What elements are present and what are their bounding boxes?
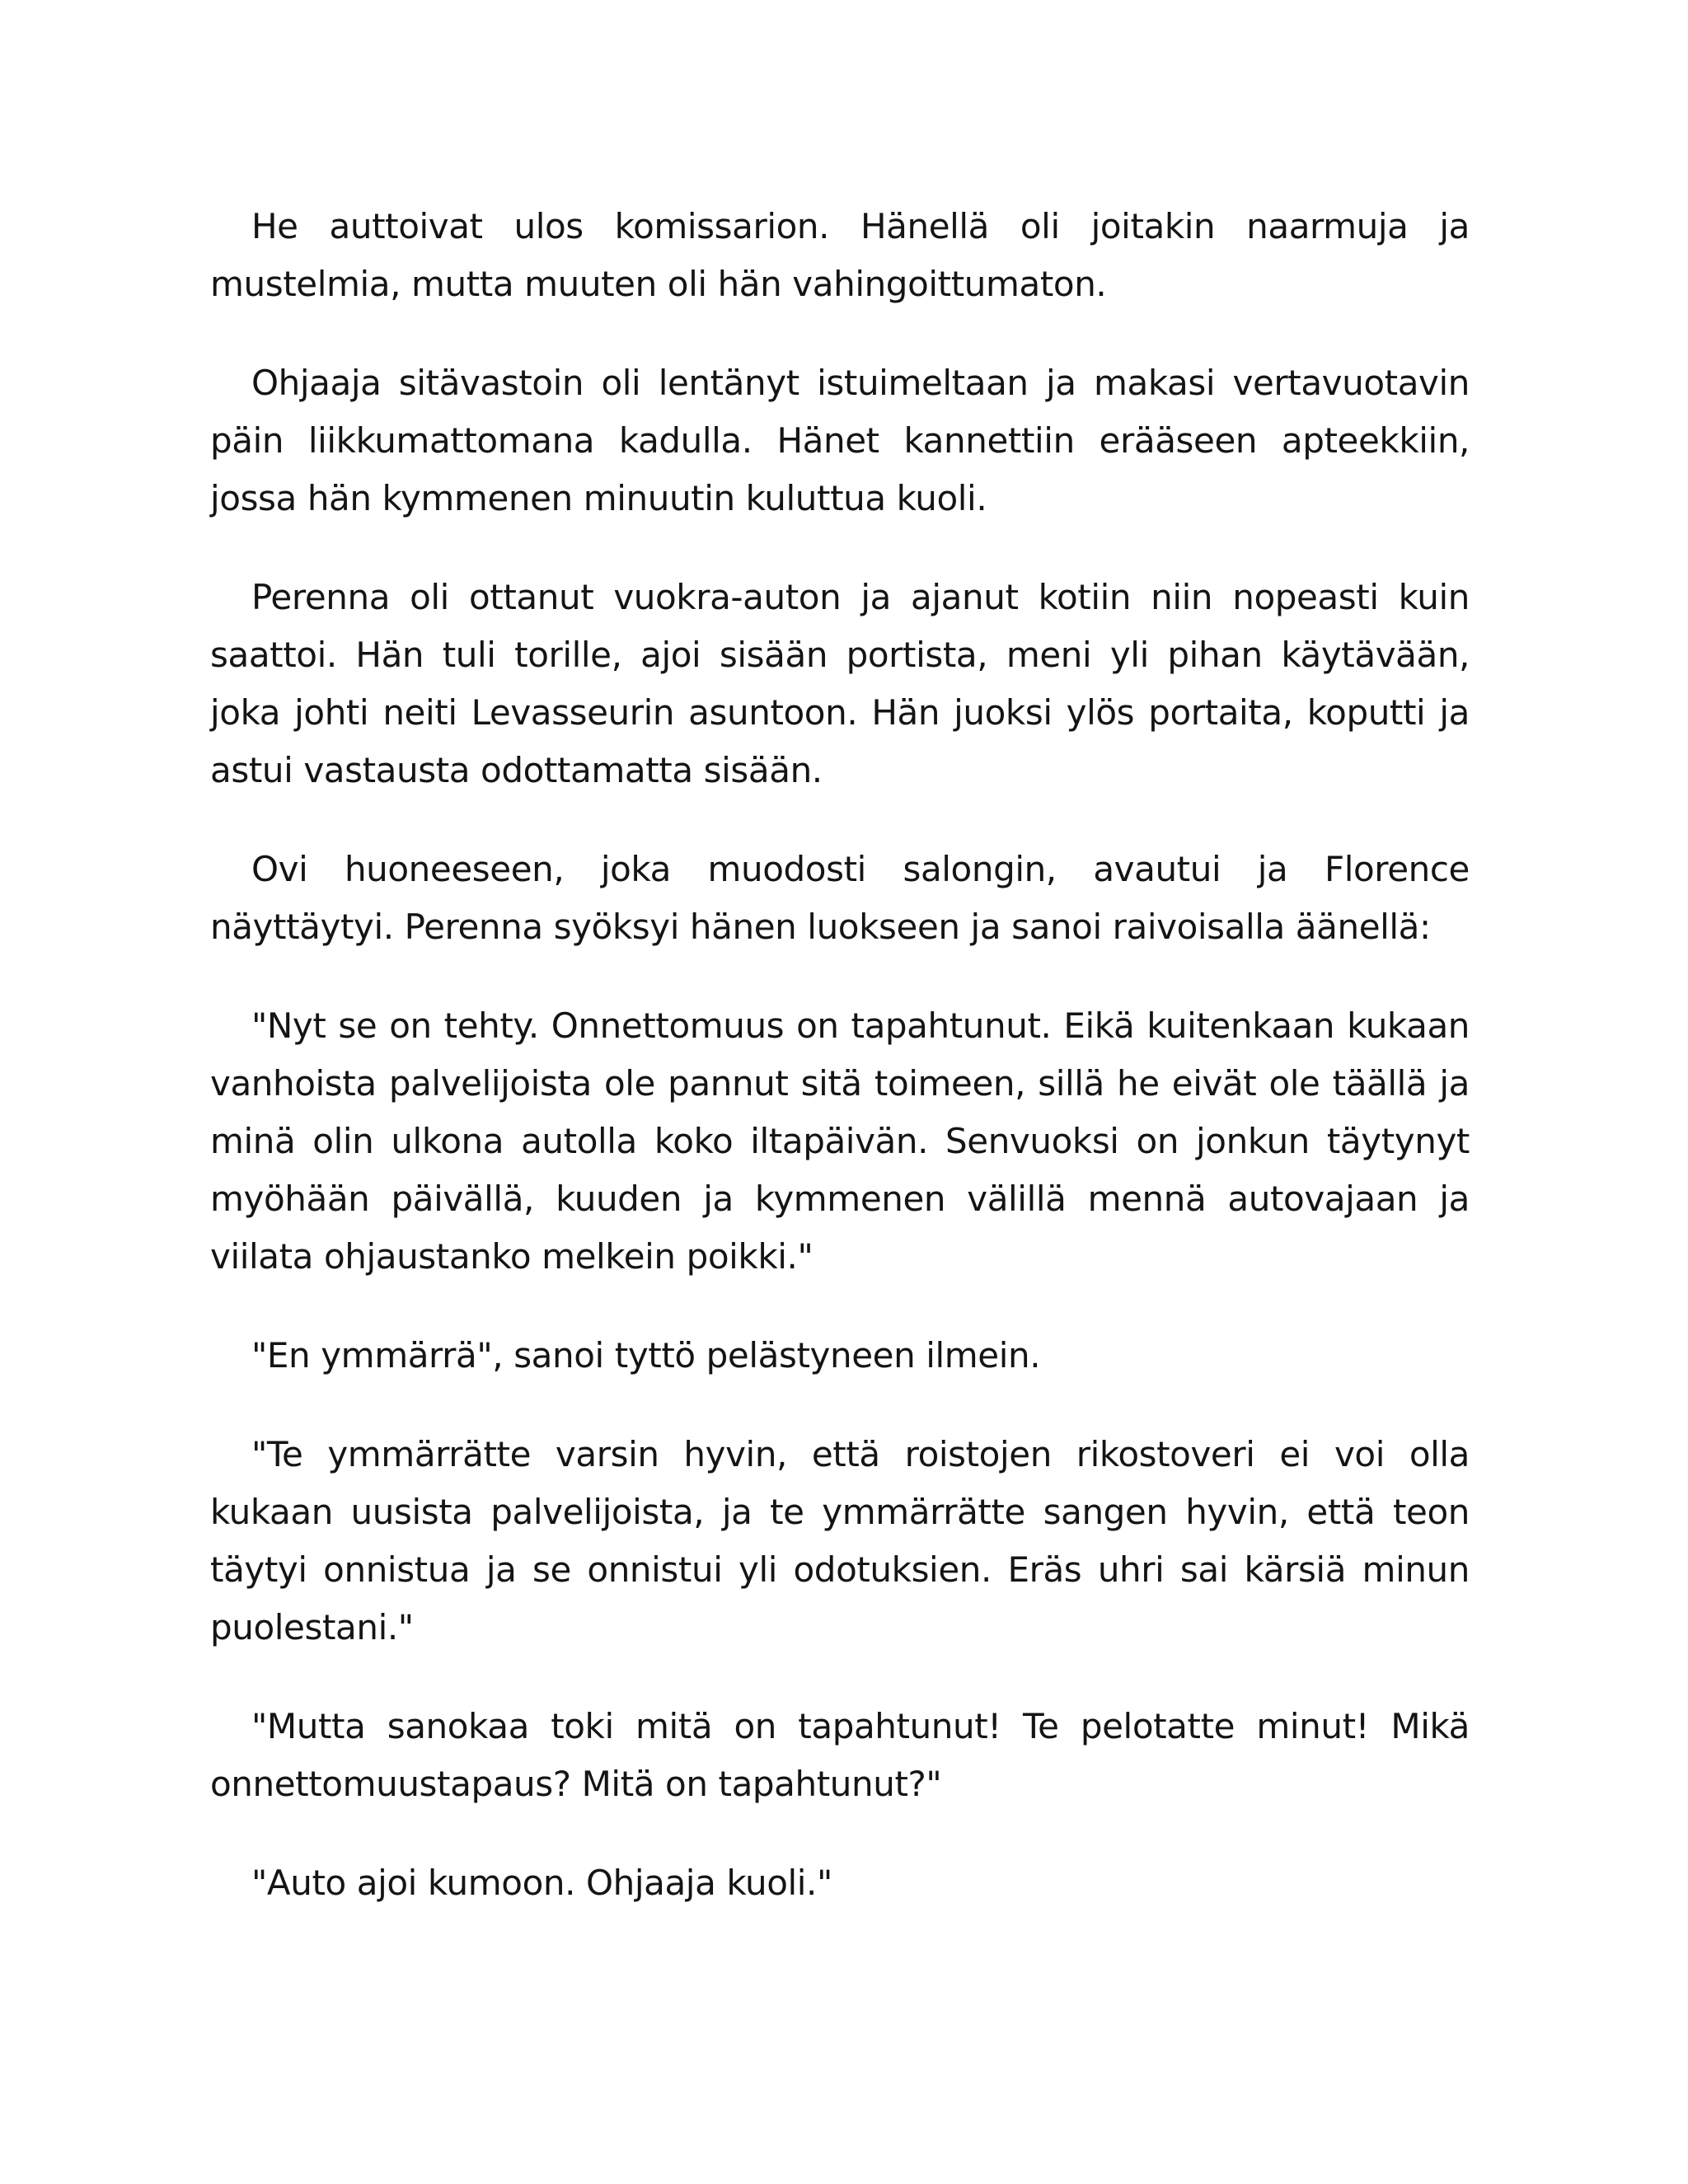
paragraph: Perenna oli ottanut vuokra-auton ja ajanut kotiin niin nopeasti kuin saattoi. Hän tuli torille, ajoi sisään portista, meni yli pihan käytävään, joka johti neiti Levasseurin asuntoon. Hän juoksi ylös portaita, koputti ja astui vastausta odottamatta sisään. — [210, 577, 1470, 790]
document-page — [210, 198, 1470, 1953]
paragraph: Ovi huoneeseen, joka muodosti salongin, avautui ja Florence näyttäytyi. Perenna syöksyi hänen luokseen ja sanoi raivoisalla äänellä: — [210, 849, 1470, 947]
paragraph: "En ymmärrä", sanoi tyttö pelästyneen ilmein. — [251, 1335, 1041, 1376]
paragraph: Ohjaaja sitävastoin oli lentänyt istuimeltaan ja makasi vertavuotavin päin liikkumattomana kadulla. Hänet kannettiin erääseen apteekkiin, jossa hän kymmenen minuutin kuluttua kuoli. — [210, 363, 1470, 518]
paragraph: "Te ymmärrätte varsin hyvin, että roistojen rikostoveri ei voi olla kukaan uusista palvelijoista, ja te ymmärrätte sangen hyvin, että teon täytyi onnistua ja se onnistui yli odotuksien. Eräs uhri sai kärsiä minun puolestani." — [210, 1434, 1470, 1647]
paragraph: He auttoivat ulos komissarion. Hänellä oli joitakin naarmuja ja mustelmia, mutta muuten oli hän vahingoittumaton. — [210, 206, 1470, 304]
paragraph: "Nyt se on tehty. Onnettomuus on tapahtunut. Eikä kuitenkaan kukaan vanhoista palvelijoista ole pannut sitä toimeen, sillä he eivät ole täällä ja minä olin ulkona autolla koko iltapäivän. Senvuoksi on jonkun täytynyt myöhään päivällä, kuuden ja kymmenen välillä mennä autovajaan ja viilata ohjaustanko melkein poikki." — [210, 1005, 1470, 1277]
paragraph: "Auto ajoi kumoon. Ohjaaja kuoli." — [251, 1863, 832, 1903]
paragraph: "Mutta sanokaa toki mitä on tapahtunut! Te pelotatte minut! Mikä onnettomuustapaus? Mitä on tapahtunut?" — [210, 1706, 1470, 1804]
